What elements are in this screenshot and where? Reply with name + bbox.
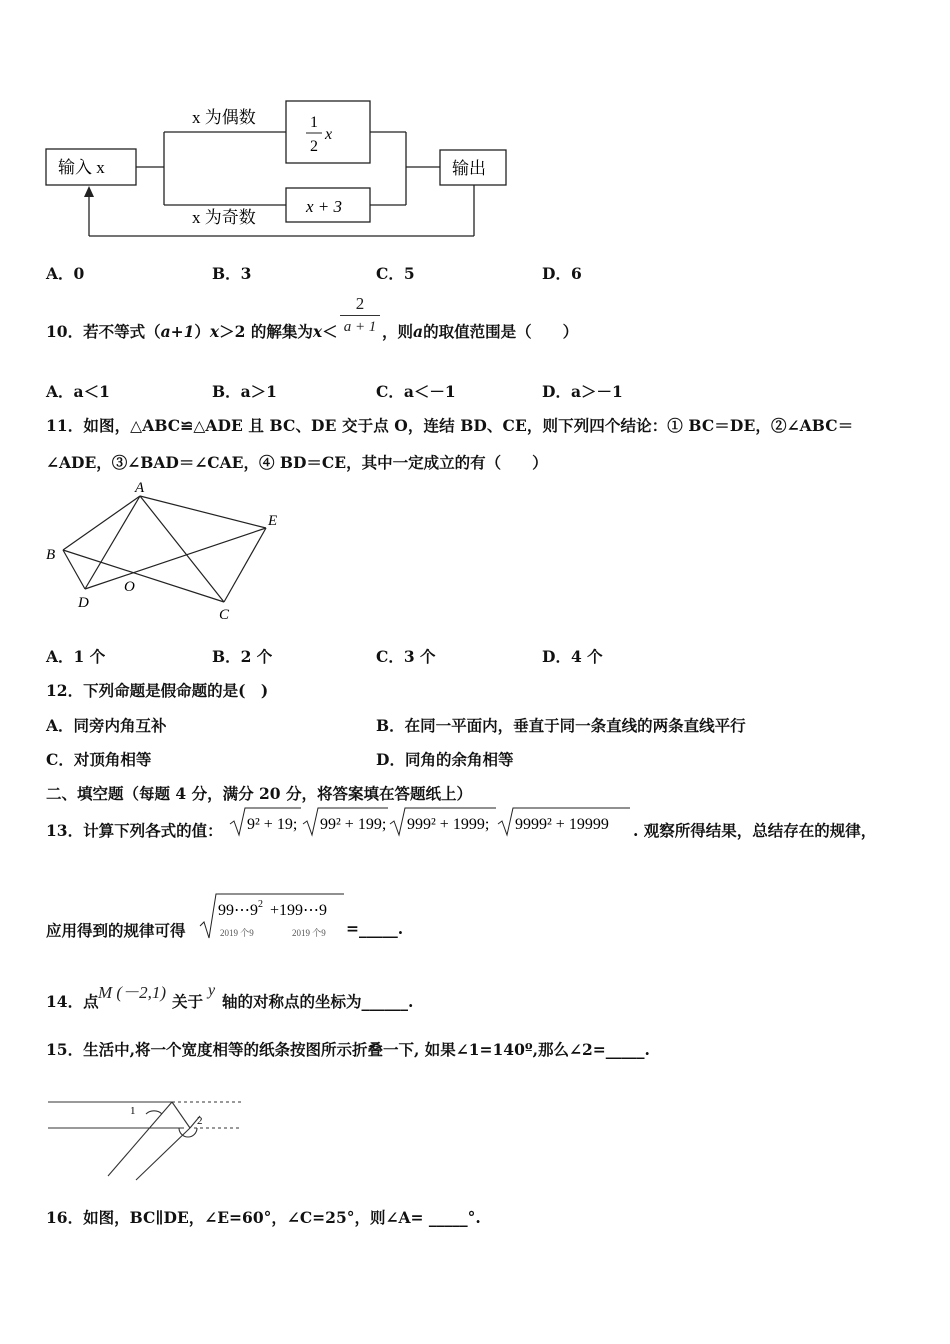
q12-option-a: A．同旁内角互补 bbox=[46, 716, 167, 735]
q9-option-c: C．5 bbox=[376, 264, 415, 283]
q15-angle-2: 2 bbox=[197, 1115, 203, 1127]
q13-expr-1: 9² + 19; bbox=[247, 816, 298, 833]
q11-option-a: A．1 个 bbox=[46, 647, 106, 666]
q15-folded-strip-figure bbox=[44, 1092, 246, 1182]
even-fraction-numerator: 1 bbox=[310, 114, 318, 131]
q10-option-c: C．a＜－1 bbox=[376, 382, 456, 401]
q12-option-c: C．对顶角相等 bbox=[46, 750, 152, 769]
q13-sqrt-expressions bbox=[228, 804, 632, 840]
q9-option-b: B．3 bbox=[212, 264, 252, 283]
q10-stem: 10．若不等式（a+1）x＞2 的解集为x＜ bbox=[46, 322, 338, 341]
q14-stem-b: 关于 bbox=[172, 992, 204, 1011]
q9-option-a: A．0 bbox=[46, 264, 85, 283]
q14-y-var: y bbox=[208, 982, 216, 999]
label-d: D bbox=[78, 595, 89, 611]
output-label: 输出 bbox=[452, 159, 486, 178]
q11-option-c: C．3 个 bbox=[376, 647, 436, 666]
odd-box-expression: x + 3 bbox=[306, 197, 343, 216]
q13-line2: 应用得到的规律可得 bbox=[46, 921, 186, 940]
label-o: O bbox=[124, 579, 135, 595]
q13-big-exponent: 2 bbox=[258, 899, 263, 910]
q12-option-b: B．在同一平面内，垂直于同一条直线的两条直线平行 bbox=[376, 716, 746, 735]
q13-big-part-b: +199⋯9 bbox=[270, 902, 328, 919]
q11-stem-line2: ∠ADE，③∠BAD＝∠CAE，④ BD＝CE，其中一定成立的有（ ） bbox=[46, 453, 548, 472]
q13-under-b: 2019 个9 bbox=[292, 928, 326, 938]
q13-expr-2: 99² + 199; bbox=[320, 816, 387, 833]
q11-triangle-figure bbox=[42, 478, 287, 626]
q11-stem-line1: 11．如图，△ABC≌△ADE 且 BC、DE 交于点 O，连结 BD、CE，则下列四个结论：① BC＝DE，②∠ABC＝ bbox=[46, 416, 854, 435]
q15-stem: 15．生活中,将一个宽度相等的纸条按图所示折叠一下, 如果∠1=140º,那么∠2=_____. bbox=[46, 1040, 650, 1059]
odd-label: x 为奇数 bbox=[192, 208, 256, 227]
q13-under-a: 2019 个9 bbox=[220, 928, 254, 938]
q15-angle-1: 1 bbox=[130, 1105, 136, 1117]
q11-option-d: D．4 个 bbox=[542, 647, 603, 666]
q14-stem-c: 轴的对称点的坐标为______. bbox=[222, 992, 414, 1011]
q13-expr-4: 9999² + 19999 bbox=[515, 816, 609, 833]
q11-option-b: B．2 个 bbox=[212, 647, 273, 666]
label-b: B bbox=[46, 547, 56, 563]
even-label: x 为偶数 bbox=[192, 108, 256, 127]
section-2-heading: 二、填空题（每题 4 分，满分 20 分，将答案填在答题纸上） bbox=[46, 784, 472, 803]
q13-stem-tail: . 观察所得结果，总结存在的规律， bbox=[633, 821, 877, 840]
q12-stem: 12．下列命题是假命题的是( ) bbox=[46, 681, 269, 700]
q13-big-part-a: 99⋯9 bbox=[218, 902, 258, 919]
q12-option-d: D．同角的余角相等 bbox=[376, 750, 514, 769]
label-e: E bbox=[268, 513, 278, 529]
flowchart-figure bbox=[40, 95, 515, 245]
q13-answer-blank: =_____. bbox=[346, 919, 404, 938]
q10-option-d: D．a＞－1 bbox=[542, 382, 623, 401]
q16-stem: 16．如图，BC∥DE，∠E=60°，∠C=25°，则∠A= _____°. bbox=[46, 1208, 481, 1227]
q10-fraction bbox=[340, 294, 380, 337]
even-fraction-denominator: 2 bbox=[310, 138, 318, 155]
q10-option-a: A．a＜1 bbox=[46, 382, 110, 401]
label-a: A bbox=[135, 480, 145, 496]
label-c: C bbox=[219, 607, 230, 623]
q10-stem-tail: ，则a的取值范围是（ ） bbox=[382, 322, 579, 341]
even-fraction-variable: x bbox=[325, 126, 333, 143]
q10-fraction-denominator: a + 1 bbox=[343, 319, 377, 335]
q14-point: M (－2,1) bbox=[98, 983, 166, 1002]
q13-expr-3: 999² + 1999; bbox=[407, 816, 490, 833]
q14-stem: 14．点 bbox=[46, 992, 99, 1011]
q10-fraction-numerator: 2 bbox=[355, 294, 365, 313]
q13-big-sqrt bbox=[198, 890, 348, 942]
q9-option-d: D．6 bbox=[542, 264, 582, 283]
input-label: 输入 x bbox=[58, 158, 105, 177]
q13-stem: 13．计算下列各式的值： bbox=[46, 821, 223, 840]
q10-option-b: B．a＞1 bbox=[212, 382, 277, 401]
